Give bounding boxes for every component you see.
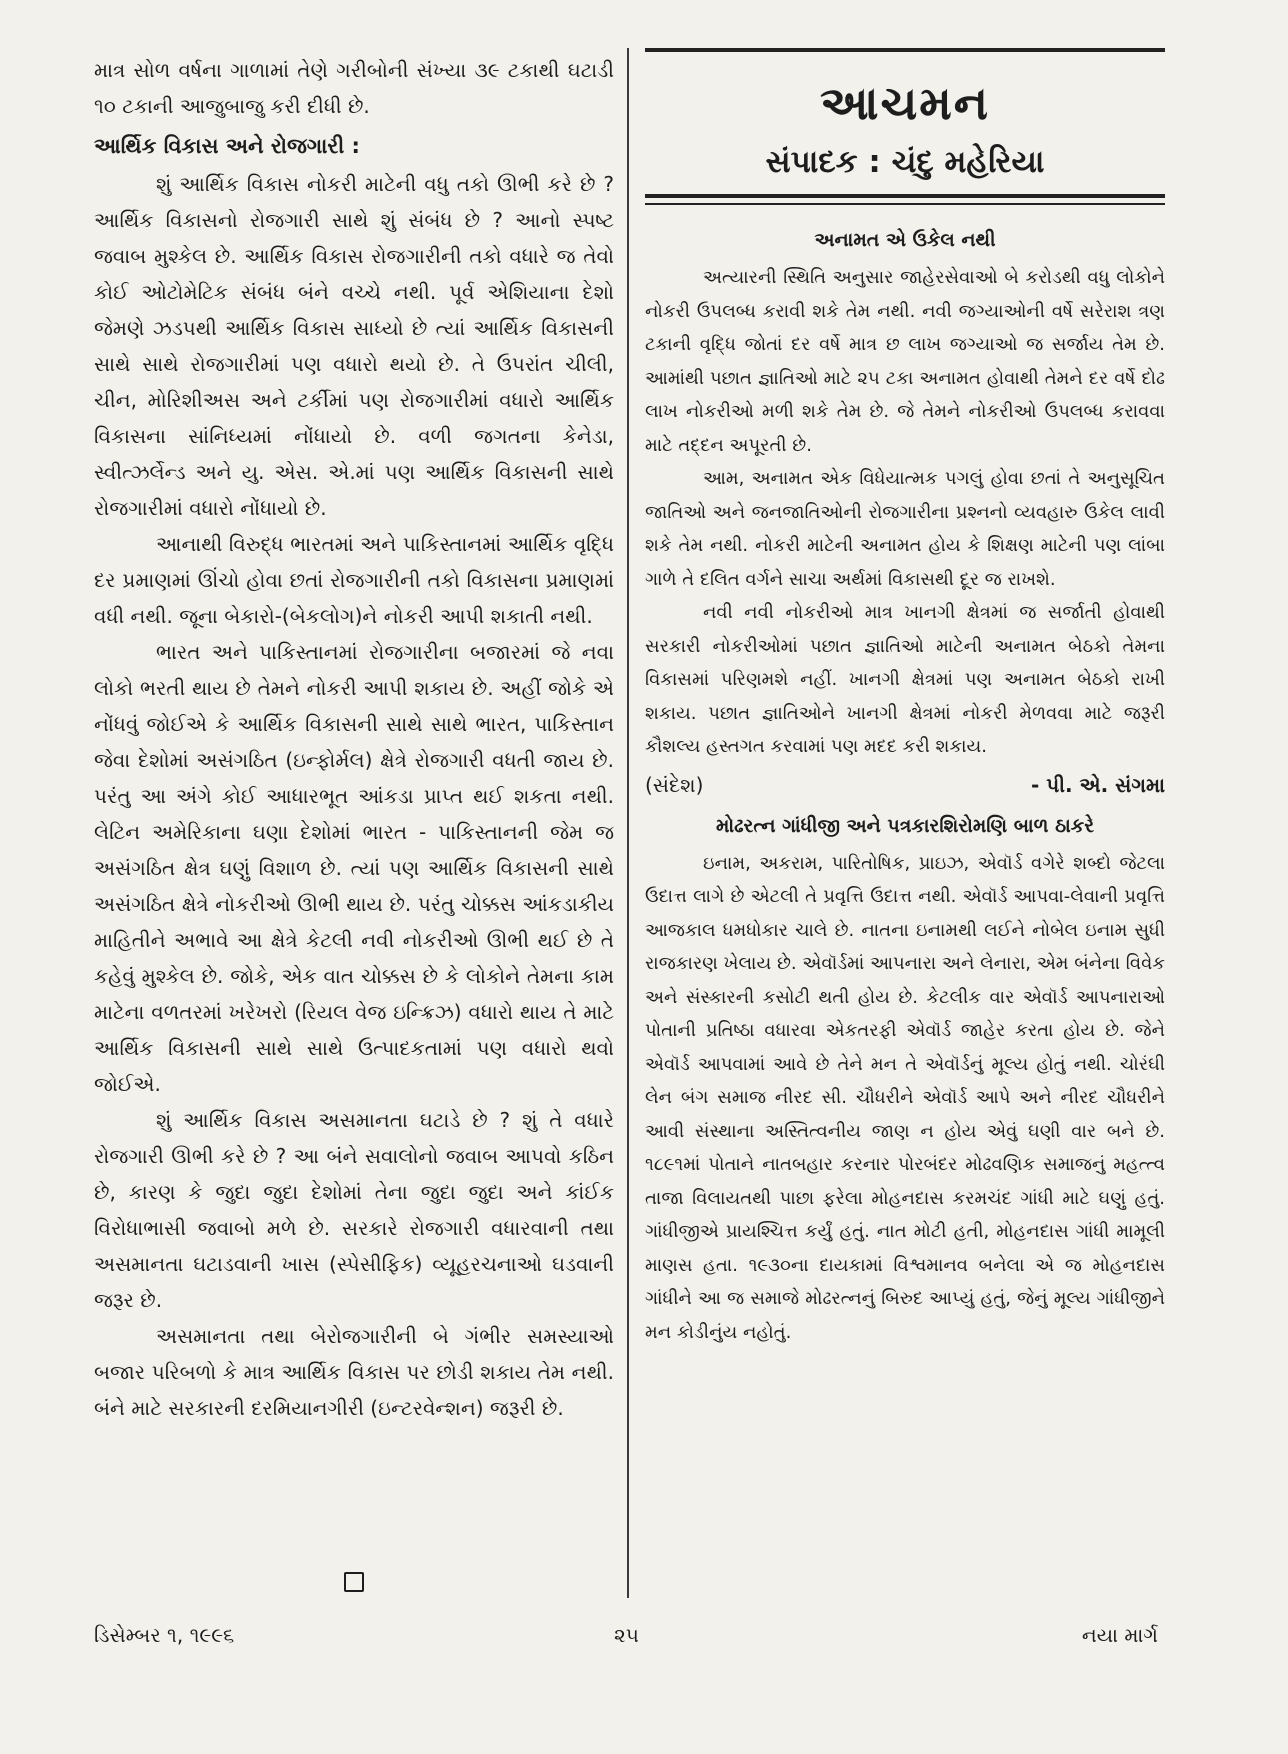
section-masthead: આચમન bbox=[819, 76, 991, 130]
article1-byline bbox=[645, 768, 1165, 802]
article1-paragraph-1: અત્યારની સ્થિતિ અનુસાર જાહેરસેવાઓ બે કરોડથી વધુ લોકોને નોકરી ઉપલબ્ધ કરાવી શકે તેમ નથી. નવી જગ્યાઓની વર્ષે સરેરાશ ત્રણ ટકાની વૃદ્ધિ જોતાં દર વર્ષે માત્ર છ લાખ જગ્યાઓ જ સર્જાય તેમ છે. આમાંથી પછાત જ્ઞાતિઓ માટે ૨૫ ટકા અનામત હોવાથી તેમને દર વર્ષે દોઢ લાખ નોકરીઓ મળી શકે તેમ છે. જે તેમને નોકરીઓ ઉપલબ્ધ કરાવવા માટે તદ્દન અપૂરતી છે. bbox=[645, 267, 1165, 456]
article-title-1: અનામત એ ઉકેલ નથી bbox=[814, 229, 996, 251]
left-column bbox=[94, 52, 614, 1426]
right-column bbox=[645, 48, 1165, 1349]
magazine-name: નયા માર્ગ bbox=[1081, 1623, 1158, 1647]
article-title-2: મોઢરત્ન ગાંધીજી અને પત્રકારશિરોમણિ બાળ ઠાકરે bbox=[715, 814, 1095, 837]
section-heading: આર્થિક વિકાસ અને રોજગારી : bbox=[94, 134, 360, 158]
editor-rule-thick bbox=[645, 194, 1165, 198]
page-number: ૨૫ bbox=[614, 1623, 639, 1647]
editor-credit: સંપાદક : ચંદુ મહેરિયા bbox=[765, 144, 1045, 180]
article1-paragraph-2: આમ, અનામત એક વિધેયાત્મક પગલું હોવા છતાં તે અનુસૂચિત જાતિઓ અને જનજાતિઓની રોજગારીના પ્રશ્નનો વ્યવહારુ ઉકેલ લાવી શકે તેમ નથી. નોકરી માટેની અનામત હોય કે શિક્ષણ માટેની પણ લાંબા ગાળે તે દલિત વર્ગને સાચા અર્થમાં વિકાસથી દૂર જ રાખશે. bbox=[645, 468, 1165, 590]
article1-source: (સંદેશ) bbox=[645, 772, 704, 797]
left-paragraph-3: ભારત અને પાકિસ્તાનમાં રોજગારીના બજારમાં જે નવા લોકો ભરતી થાય છે તેમને નોકરી આપી શકાય છે. અહીં જોકે એ નોંધવું જોઈએ કે આર્થિક વિકાસની સાથે સાથે ભારત, પાકિસ્તાન જેવા દેશોમાં અસંગઠિત (ઇન્ફોર્મલ) ક્ષેત્રે રોજગારી વધતી જાય છે. પરંતુ આ અંગે કોઈ આધારભૂત આંકડા પ્રાપ્ત થઈ શકતા નથી. લેટિન અમેરિકાના ઘણા દેશોમાં ભારત - પાકિસ્તાનની જેમ જ અસંગઠિત ક્ષેત્ર ઘણું વિશાળ છે. ત્યાં પણ આર્થિક વિકાસની સાથે અસંગઠિત ક્ષેત્રે નોકરીઓ ઊભી થાય છે. પરંતુ ચોક્કસ આંકડાકીય માહિતીને અભાવે આ ક્ષેત્રે કેટલી નવી નોકરીઓ ઊભી થઈ છે તે કહેવું મુશ્કેલ છે. જોકે, એક વાત ચોક્કસ છે કે લોકોને તેમના કામ માટેના વળતરમાં ખરેખરો (રિયલ વેજ ઇન્ક્રિઝ) વધારો થાય તે માટે આર્થિક વિકાસની સાથે સાથે ઉત્પાદકતામાં પણ વધારો થવો જોઈએ. bbox=[94, 640, 614, 1096]
article2-paragraph-1: ઇનામ, અકરામ, પારિતોષિક, પ્રાઇઝ, એવૉર્ડ વગેરે શબ્દો જેટલા ઉદાત્ત લાગે છે એટલી તે પ્રવૃત્તિ ઉદાત્ત નથી. એવૉર્ડ આપવા-લેવાની પ્રવૃત્તિ આજકાલ ધમધોકાર ચાલે છે. નાતના ઇનામથી લઈને નોબેલ ઇનામ સુધી રાજકારણ ખેલાય છે. એવૉર્ડમાં આપનારા અને લેનારા, એમ બંનેના વિવેક અને સંસ્કારની કસોટી થતી હોય છે. કેટલીક વાર એવૉર્ડ આપનારાઓ પોતાની પ્રતિષ્ઠા વધારવા એકતરફી એવૉર્ડ જાહેર કરતા હોય છે. જેને એવૉર્ડ આપવામાં આવે છે તેને મન તે એવૉર્ડનું મૂલ્ય હોતું નથી. ચોરંઘી લેન બંગ સમાજ નીરદ સી. ચૌધરીને એવૉર્ડ આપે અને નીરદ ચૌધરીને આવી સંસ્થાના અસ્તિત્વનીય જાણ ન હોય એવું ઘણી વાર બને છે. ૧૮૯૧માં પોતાને નાતબહાર કરનાર પોરબંદર મોઢવણિક સમાજનું મહત્ત્વ તાજા વિલાયતથી પાછા ફરેલા મોહનદાસ કરમચંદ ગાંધી માટે ઘણું હતું. ગાંધીજીએ પ્રાયશ્ચિત્ત કર્યું હતું. નાત મોટી હતી, મોહનદાસ ગાંધી મામૂલી માણસ હતા. ૧૯૩૦ના દાયકામાં વિશ્વમાનવ બનેલા એ જ મોહનદાસ ગાંધીને આ જ સમાજે મોઢરત્નનું બિરુદ આપ્યું હતું, જેનું મૂલ્ય ગાંધીજીને મન કોડીનુંય નહોતું. bbox=[645, 852, 1165, 1343]
article1-author: - પી. એ. સંગમા bbox=[1030, 772, 1165, 797]
editor-rule-thin bbox=[645, 203, 1165, 205]
end-of-article-icon bbox=[344, 1572, 364, 1592]
left-paragraph-4: શું આર્થિક વિકાસ અસમાનતા ઘટાડે છે ? શું તે વધારે રોજગારી ઊભી કરે છે ? આ બંને સવાલોનો જવાબ આપવો કઠિન છે, કારણ કે જુદા જુદા દેશોમાં તેના જુદા જુદા અને કાંઈક વિરોધાભાસી જવાબો મળે છે. સરકારે રોજગારી વધારવાની તથા અસમાનતા ઘટાડવાની ખાસ (સ્પેસીફિક) વ્યૂહરચનાઓ ઘડવાની જરૂર છે. bbox=[94, 1108, 614, 1312]
left-paragraph-1: શું આર્થિક વિકાસ નોકરી માટેની વધુ તકો ઊભી કરે છે ? આર્થિક વિકાસનો રોજગારી સાથે શું સંબંધ છે ? આનો સ્પષ્ટ જવાબ મુશ્કેલ છે. આર્થિક વિકાસ રોજગારીની તકો વધારે જ તેવો કોઈ ઓટોમેટિક સંબંધ બંને વચ્ચે નથી. પૂર્વ એશિયાના દેશો જેમણે ઝડપથી આર્થિક વિકાસ સાધ્યો છે ત્યાં આર્થિક વિકાસની સાથે સાથે રોજગારીમાં પણ વધારો થયો છે. તે ઉપરાંત ચીલી, ચીન, મોરિશીઅસ અને ટર્કીમાં પણ રોજગારીમાં વધારો આર્થિક વિકાસના સાંનિધ્યમાં નોંધાયો છે. વળી જગતના કેનેડા, સ્વીત્ઝર્લેન્ડ અને યુ. એસ. એ.માં પણ આર્થિક વિકાસની સાથે રોજગારીમાં વધારો નોંધાયો છે. bbox=[94, 172, 614, 520]
article1-paragraph-3: નવી નવી નોકરીઓ માત્ર ખાનગી ક્ષેત્રમાં જ સર્જાતી હોવાથી સરકારી નોકરીઓમાં પછાત જ્ઞાતિઓ માટેની અનામત બેઠકો તેમના વિકાસમાં પરિણમશે નહીં. ખાનગી ક્ષેત્રમાં પણ અનામત બેઠકો રાખી શકાય. પછાત જ્ઞાતિઓને ખાનગી ક્ષેત્રમાં નોકરી મેળવવા માટે જરૂરી કૌશલ્ય હસ્તગત કરવામાં પણ મદદ કરી શકાય. bbox=[645, 602, 1165, 757]
left-paragraph-2: આનાથી વિરુદ્ધ ભારતમાં અને પાકિસ્તાનમાં આર્થિક વૃદ્ધિ દર પ્રમાણમાં ઊંચો હોવા છતાં રોજગારીની તકો વિકાસના પ્રમાણમાં વધી નથી. જૂના બેકારો-(બેકલોગ)ને નોકરી આપી શકાતી નથી. bbox=[94, 532, 614, 628]
column-divider bbox=[627, 48, 629, 1598]
top-rule bbox=[645, 48, 1165, 52]
footer-date: ડિસેમ્બર ૧, ૧૯૯૬ bbox=[94, 1623, 235, 1647]
left-paragraph-0: માત્ર સોળ વર્ષના ગાળામાં તેણે ગરીબોની સંખ્યા ૩૯ ટકાથી ઘટાડી ૧૦ ટકાની આજુબાજુ કરી દીધી છે. bbox=[94, 58, 614, 118]
left-paragraph-5: અસમાનતા તથા બેરોજગારીની બે ગંભીર સમસ્યાઓ બજાર પરિબળો કે માત્ર આર્થિક વિકાસ પર છોડી શકાય તેમ નથી. બંને માટે સરકારની દરમિયાનગીરી (ઇન્ટરવેન્શન) જરૂરી છે. bbox=[94, 1324, 614, 1420]
